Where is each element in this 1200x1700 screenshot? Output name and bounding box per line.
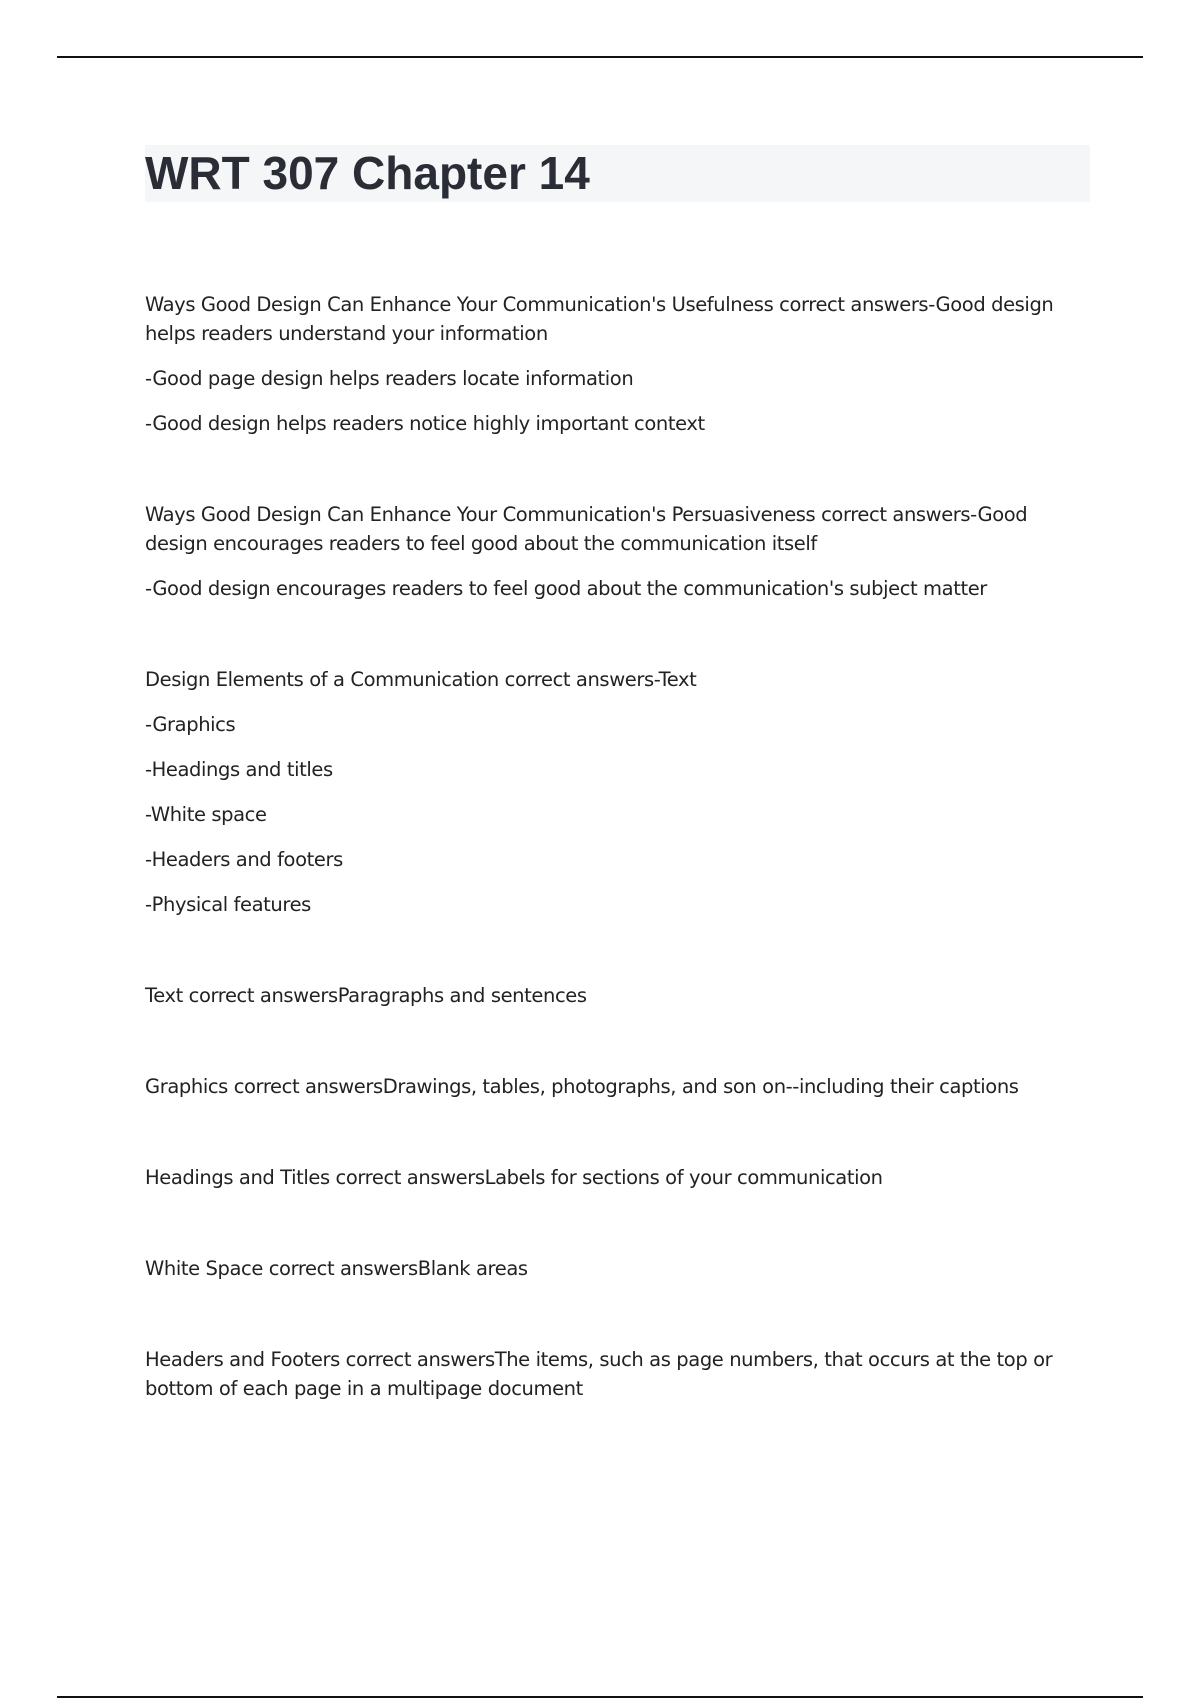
entry-line: -Good design helps readers notice highly important context — [145, 412, 705, 435]
entry-persuasiveness — [145, 500, 1095, 603]
entry-line: -Good page design helps readers locate information — [145, 367, 634, 390]
entry-design-elements — [145, 665, 1095, 919]
entry-graphics — [145, 1072, 1095, 1101]
entry-text — [145, 981, 1095, 1010]
document-body — [145, 290, 1095, 1403]
bottom-rule — [57, 1696, 1143, 1698]
entry-line: Headers and Footers correct answersThe items, such as page numbers, that occurs at the top or bottom of each page in a multipage document — [145, 1348, 1053, 1400]
entry-line: Ways Good Design Can Enhance Your Communication's Usefulness correct answers-Good design helps readers understand your information — [145, 293, 1054, 345]
entry-line: Ways Good Design Can Enhance Your Communication's Persuasiveness correct answers-Good design encourages readers to feel good about the communication itself — [145, 503, 1028, 555]
entry-headers-footers — [145, 1345, 1095, 1403]
entry-line: -Headers and footers — [145, 848, 343, 871]
entry-line: -Headings and titles — [145, 758, 333, 781]
entry-line: -Graphics — [145, 713, 236, 736]
entry-line: Headings and Titles correct answersLabels for sections of your communication — [145, 1166, 883, 1189]
entry-line: -Good design encourages readers to feel good about the communication's subject matter — [145, 577, 987, 600]
entry-line: Text correct answersParagraphs and sentences — [145, 984, 587, 1007]
entry-white-space — [145, 1254, 1095, 1283]
top-rule — [57, 56, 1143, 58]
entry-headings-titles — [145, 1163, 1095, 1192]
entry-line: -White space — [145, 803, 267, 826]
entry-line: Design Elements of a Communication correct answers-Text — [145, 668, 697, 691]
entry-line: Graphics correct answersDrawings, tables, photographs, and son on--including their captions — [145, 1075, 1019, 1098]
page-title: WRT 307 Chapter 14 — [145, 147, 590, 199]
entry-line: White Space correct answersBlank areas — [145, 1257, 528, 1280]
entry-usefulness — [145, 290, 1095, 438]
entry-line: -Physical features — [145, 893, 311, 916]
